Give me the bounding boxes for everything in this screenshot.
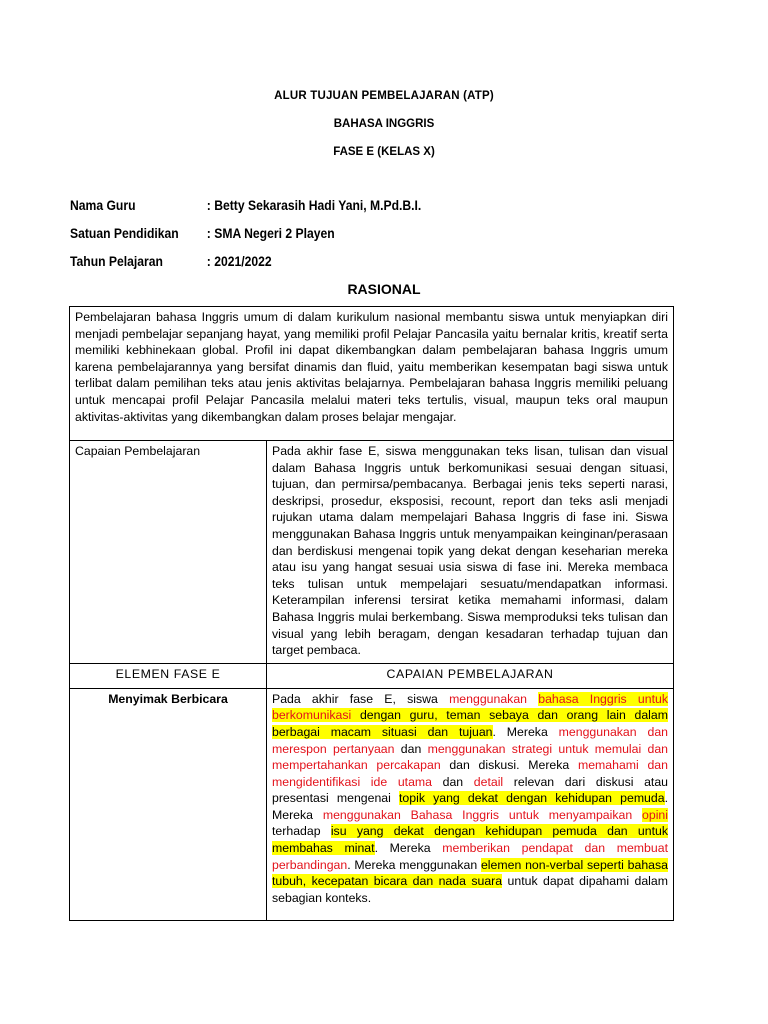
header-capaian: CAPAIAN PEMBELAJARAN (267, 663, 674, 688)
menyimak-text-segment: dan (394, 741, 428, 756)
menyimak-text-segment: memahami dan mengidentifikasi ide utama (272, 758, 668, 789)
menyimak-text-segment: bahasa Inggris untuk berkomunikasi (272, 691, 668, 723)
menyimak-text-segment: topik yang dekat dengan kehidupan pemuda (399, 791, 665, 806)
menyimak-text-segment: elemen non-verbal seperti bahasa tubuh, kecepatan bicara dan nada suara (272, 857, 668, 889)
menyimak-text-segment: detail (473, 774, 504, 789)
menyimak-text-segment: dan (432, 774, 474, 789)
capaian-text: Pada akhir fase E, siswa menggunakan teks lisan, tulisan dan visual dalam Bahasa Inggris untuk berkomunikasi sesuai dengan situasi, tujuan, dan permirsa/pembacanya. Berbagai jenis teks seperti narasi, deskripsi, prosedur, eksposisi, recount, report dan teks asli menjadi rujukan utama dalam mempelajari Bahasa Inggris di fase ini. Siswa menggunakan Bahasa Inggris untuk menyampaikan keinginan/perasaan dan berdiskusi mengenai topik yang dekat dengan keseharian mereka atau isu yang hangat sesuai usia siswa di fase ini. Mereka membaca teks tulisan untuk mempelajari sesuatu/mendapatkan informasi. Keterampilan inferensi tersirat ketika memahami informasi, dalam Bahasa Inggris mulai berkembang. Siswa memproduksi teks tulisan dan visual yang lebih beragam, dengan kesadaran terhadap tujuan dan target pembaca. (267, 441, 674, 664)
doc-title: ALUR TUJUAN PEMBELAJARAN (ATP) (274, 90, 494, 102)
menyimak-text-segment: . Mereka (492, 724, 559, 739)
rasional-text: Pembelajaran bahasa Inggris umum di dalam kurikulum nasional membantu siswa untuk menyiapkan diri menjadi pembelajar sepanjang hayat, yang memiliki profil Pelajar Pancasila yaitu bernalar kritis, kreatif serta memiliki kebhinekaan global. Profil ini dapat dikembangkan dalam pembelajaran bahasa Inggris umum karena pembelajarannya yang bersifat dinamis dan fluid, yaitu memberikan kesempatan bagi siswa untuk terlibat dalam pemilihan teks atau jenis aktivitas belajarnya. Pembelajaran bahasa Inggris memiliki peluang untuk mencapai profil Pelajar Pancasila melalui materi teks tertulis, visual, maupun teks oral maupun aktivitas-aktivitas yang dikembangkan dalam proses belajar mengajar. (70, 307, 674, 441)
menyimak-label: Menyimak Berbicara (70, 688, 267, 920)
menyimak-text-segment: . Mereka (374, 841, 443, 856)
section-title-rasional: RASIONAL (347, 281, 421, 297)
info-guru-value: : Betty Sekarasih Hadi Yani, M.Pd.B.I. (206, 198, 422, 213)
doc-subject: BAHASA INGGRIS (333, 118, 435, 130)
menyimak-text-segment: menggunakan Bahasa Inggris untuk menyampaikan (322, 807, 643, 822)
info-guru (70, 198, 421, 213)
info-tahun-label: Tahun Pelajaran (70, 254, 163, 269)
menyimak-text-segment: relevan dari diskusi atau presentasi mengenai (272, 774, 668, 806)
info-guru-label: Nama Guru (70, 198, 136, 213)
info-satuan-value: : SMA Negeri 2 Playen (206, 226, 335, 241)
info-tahun-value: : 2021/2022 (206, 254, 272, 269)
menyimak-text (267, 688, 674, 920)
menyimak-text-segment: opini (642, 807, 668, 822)
menyimak-text-segment: Pada akhir fase E, siswa (272, 691, 450, 706)
menyimak-text-segment: dan diskusi. Mereka (440, 758, 578, 773)
menyimak-text-segment: memberikan pendapat dan membuat perbandingan (272, 841, 668, 872)
menyimak-text-segment: menggunakan dan merespon pertanyaan (272, 724, 668, 756)
info-tahun (70, 254, 272, 269)
doc-phase: FASE E (KELAS X) (333, 146, 435, 158)
menyimak-text-segment: . Mereka (272, 791, 668, 822)
info-satuan (70, 226, 335, 241)
menyimak-text-segment: untuk dapat dipahami dalam sebagian konteks. (272, 874, 668, 905)
menyimak-text-segment: dengan guru, teman sebaya dan orang lain dalam berbagai macam situasi dan tujuan (272, 708, 668, 739)
menyimak-text-segment: menggunakan strategi untuk memulai dan mempertahankan percakapan (272, 741, 669, 773)
header-elemen: ELEMEN FASE E (70, 663, 267, 688)
menyimak-text-segment: menggunakan (449, 691, 539, 706)
capaian-label: Capaian Pembelajaran (70, 441, 267, 664)
menyimak-text-segment: terhadap (272, 824, 331, 839)
info-satuan-label: Satuan Pendidikan (70, 226, 179, 241)
menyimak-text-segment: isu yang dekat dengan kehidupan pemuda dan untuk membahas minat (272, 824, 668, 856)
atp-table (69, 306, 674, 921)
menyimak-text-segment: . Mereka menggunakan (347, 857, 481, 872)
